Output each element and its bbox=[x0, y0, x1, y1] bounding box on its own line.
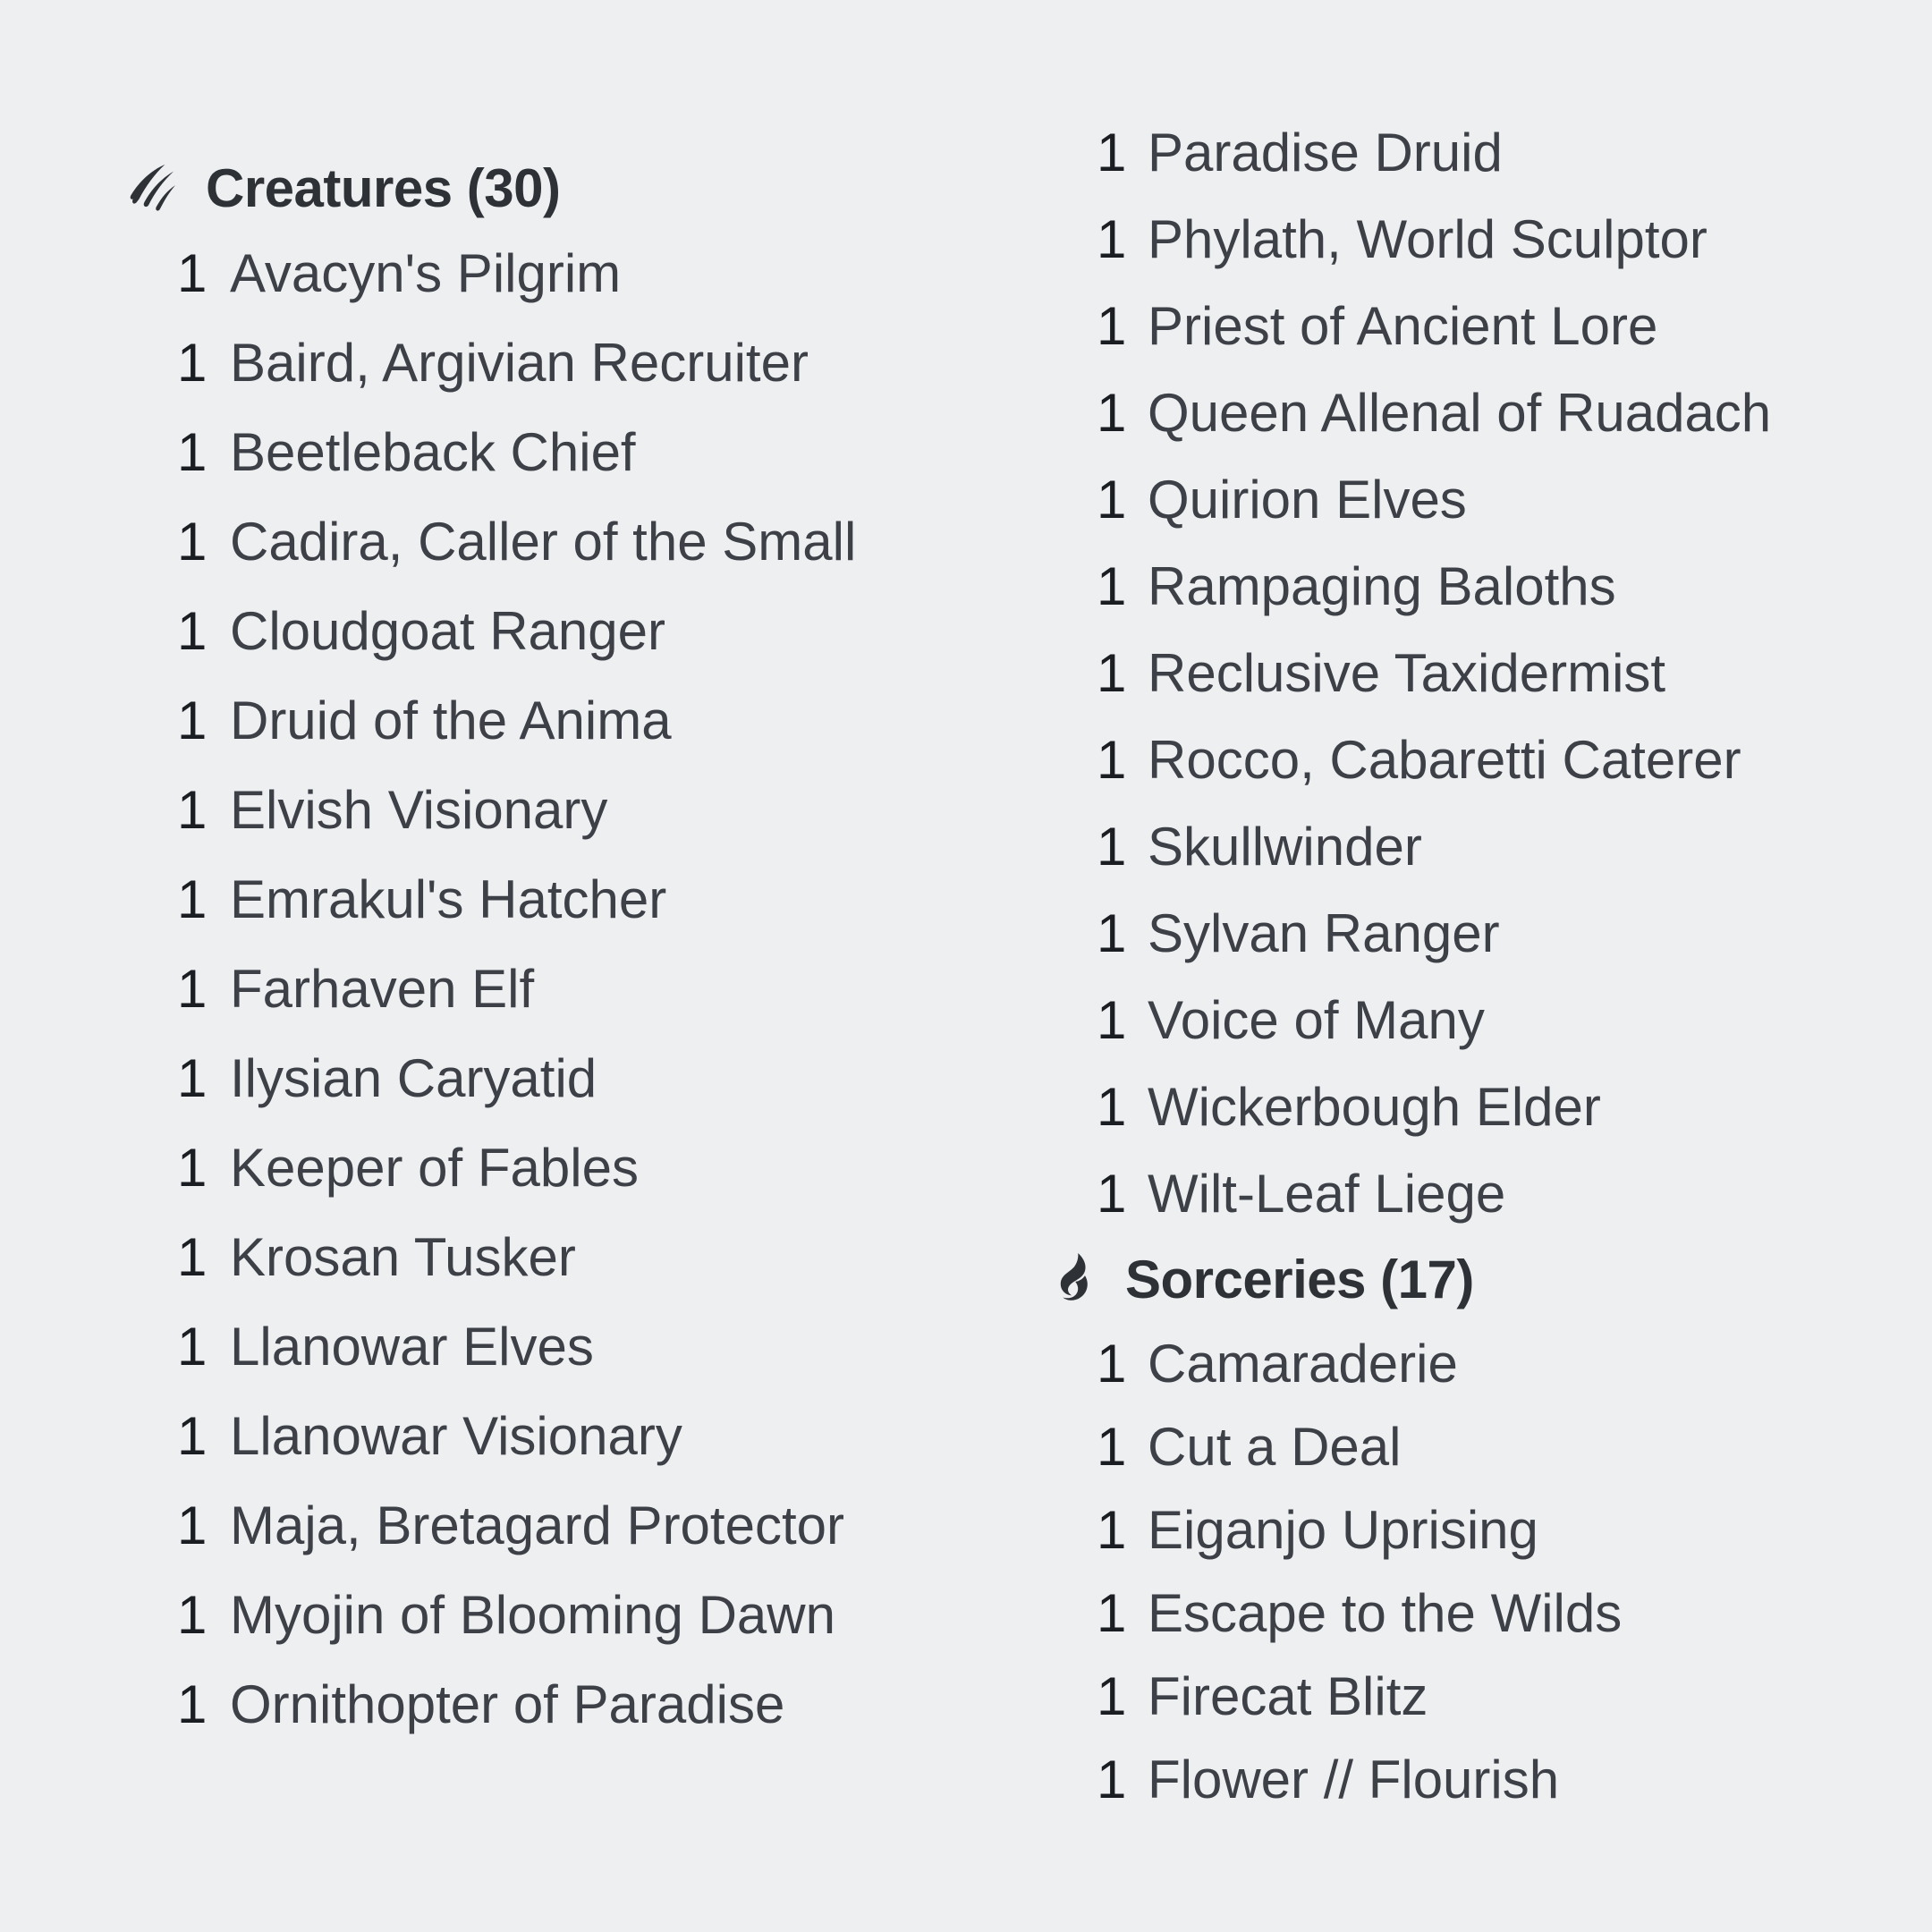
card-quantity: 1 bbox=[177, 1585, 208, 1645]
card-name[interactable]: Phylath, World Sculptor bbox=[1148, 209, 1707, 269]
card-row bbox=[1097, 1150, 1771, 1237]
sorceries-section-header bbox=[1055, 1250, 1474, 1309]
card-quantity: 1 bbox=[177, 1317, 208, 1377]
card-row bbox=[1097, 1405, 1622, 1488]
card-name[interactable]: Ilysian Caryatid bbox=[230, 1048, 597, 1108]
card-name[interactable]: Quirion Elves bbox=[1148, 470, 1467, 530]
card-name[interactable]: Ornithopter of Paradise bbox=[230, 1674, 785, 1734]
card-row bbox=[1097, 1488, 1622, 1572]
card-row bbox=[1097, 1738, 1622, 1821]
card-name[interactable]: Cloudgoat Ranger bbox=[230, 601, 666, 661]
sorceries-header-label: Sorceries (17) bbox=[1125, 1249, 1474, 1309]
card-name[interactable]: Wilt-Leaf Liege bbox=[1148, 1164, 1506, 1224]
card-quantity: 1 bbox=[177, 1227, 208, 1287]
card-row bbox=[177, 945, 856, 1034]
card-row bbox=[177, 1123, 856, 1213]
card-quantity: 1 bbox=[1097, 1583, 1127, 1643]
card-name[interactable]: Druid of the Anima bbox=[230, 691, 672, 750]
card-name[interactable]: Paradise Druid bbox=[1148, 123, 1503, 182]
card-name[interactable]: Firecat Blitz bbox=[1148, 1666, 1428, 1726]
card-quantity: 1 bbox=[1097, 383, 1127, 443]
card-name[interactable]: Rampaging Baloths bbox=[1148, 556, 1616, 616]
card-row bbox=[177, 497, 856, 587]
card-quantity: 1 bbox=[1097, 556, 1127, 616]
card-quantity: 1 bbox=[1097, 470, 1127, 530]
card-name[interactable]: Rocco, Cabaretti Caterer bbox=[1148, 730, 1741, 790]
card-quantity: 1 bbox=[177, 691, 208, 750]
card-quantity: 1 bbox=[1097, 1750, 1127, 1809]
card-row bbox=[177, 855, 856, 945]
card-row bbox=[177, 1213, 856, 1302]
card-name[interactable]: Voice of Many bbox=[1148, 990, 1485, 1050]
card-quantity: 1 bbox=[177, 243, 208, 303]
card-row bbox=[1097, 1655, 1622, 1738]
card-quantity: 1 bbox=[177, 1048, 208, 1108]
card-name[interactable]: Llanowar Visionary bbox=[230, 1406, 682, 1466]
card-name[interactable]: Elvish Visionary bbox=[230, 780, 608, 840]
card-quantity: 1 bbox=[1097, 643, 1127, 703]
claw-marks-icon bbox=[124, 163, 176, 213]
card-quantity: 1 bbox=[1097, 1334, 1127, 1394]
card-row bbox=[177, 1481, 856, 1571]
card-name[interactable]: Flower // Flourish bbox=[1148, 1750, 1560, 1809]
card-quantity: 1 bbox=[1097, 1077, 1127, 1137]
card-quantity: 1 bbox=[177, 869, 208, 929]
card-row bbox=[177, 408, 856, 497]
creatures-section-header bbox=[124, 158, 561, 217]
card-quantity: 1 bbox=[177, 1674, 208, 1734]
card-row bbox=[177, 229, 856, 318]
card-quantity: 1 bbox=[1097, 730, 1127, 790]
card-name[interactable]: Llanowar Elves bbox=[230, 1317, 594, 1377]
card-row bbox=[1097, 630, 1771, 716]
card-row bbox=[177, 1660, 856, 1750]
card-name[interactable]: Skullwinder bbox=[1148, 817, 1422, 877]
card-name[interactable]: Keeper of Fables bbox=[230, 1138, 639, 1198]
card-quantity: 1 bbox=[177, 333, 208, 393]
card-quantity: 1 bbox=[177, 422, 208, 482]
card-row bbox=[1097, 283, 1771, 369]
card-row bbox=[1097, 803, 1771, 890]
card-name[interactable]: Camaraderie bbox=[1148, 1334, 1458, 1394]
card-quantity: 1 bbox=[1097, 1666, 1127, 1726]
card-quantity: 1 bbox=[177, 1496, 208, 1555]
card-quantity: 1 bbox=[1097, 990, 1127, 1050]
card-quantity: 1 bbox=[1097, 296, 1127, 356]
card-row bbox=[177, 1302, 856, 1392]
card-row bbox=[177, 318, 856, 408]
card-row bbox=[1097, 890, 1771, 977]
card-row bbox=[1097, 109, 1771, 196]
card-row bbox=[1097, 1322, 1622, 1405]
card-name[interactable]: Escape to the Wilds bbox=[1148, 1583, 1623, 1643]
creatures-list-column-1 bbox=[177, 229, 856, 1750]
card-row bbox=[177, 676, 856, 766]
card-row bbox=[177, 766, 856, 855]
card-row bbox=[1097, 456, 1771, 543]
card-name[interactable]: Eiganjo Uprising bbox=[1148, 1500, 1538, 1560]
card-name[interactable]: Priest of Ancient Lore bbox=[1148, 296, 1658, 356]
card-name[interactable]: Baird, Argivian Recruiter bbox=[230, 333, 809, 393]
card-row bbox=[177, 1034, 856, 1123]
card-row bbox=[1097, 1572, 1622, 1655]
card-name[interactable]: Farhaven Elf bbox=[230, 959, 535, 1019]
card-row bbox=[177, 1571, 856, 1660]
card-name[interactable]: Sylvan Ranger bbox=[1148, 903, 1500, 963]
card-row bbox=[1097, 977, 1771, 1063]
card-quantity: 1 bbox=[1097, 817, 1127, 877]
card-row bbox=[1097, 369, 1771, 456]
card-row bbox=[1097, 543, 1771, 630]
card-quantity: 1 bbox=[177, 1138, 208, 1198]
card-quantity: 1 bbox=[177, 1406, 208, 1466]
creatures-list-column-2 bbox=[1097, 109, 1771, 1237]
flame-icon bbox=[1055, 1253, 1091, 1305]
card-quantity: 1 bbox=[177, 780, 208, 840]
card-quantity: 1 bbox=[1097, 1417, 1127, 1477]
card-row bbox=[1097, 196, 1771, 283]
sorceries-list bbox=[1097, 1322, 1622, 1821]
card-row bbox=[1097, 1063, 1771, 1150]
card-name[interactable]: Beetleback Chief bbox=[230, 422, 636, 482]
card-name[interactable]: Emrakul's Hatcher bbox=[230, 869, 667, 929]
card-quantity: 1 bbox=[1097, 1164, 1127, 1224]
card-name[interactable]: Myojin of Blooming Dawn bbox=[230, 1585, 835, 1645]
card-name[interactable]: Cadira, Caller of the Small bbox=[230, 512, 857, 572]
card-name[interactable]: Reclusive Taxidermist bbox=[1148, 643, 1666, 703]
card-name[interactable]: Maja, Bretagard Protector bbox=[230, 1496, 844, 1555]
card-quantity: 1 bbox=[177, 512, 208, 572]
card-quantity: 1 bbox=[1097, 209, 1127, 269]
card-quantity: 1 bbox=[177, 601, 208, 661]
creatures-header-label: Creatures (30) bbox=[206, 157, 561, 218]
card-name[interactable]: Queen Allenal of Ruadach bbox=[1148, 383, 1772, 443]
card-quantity: 1 bbox=[1097, 123, 1127, 182]
card-quantity: 1 bbox=[1097, 903, 1127, 963]
card-quantity: 1 bbox=[177, 959, 208, 1019]
card-quantity: 1 bbox=[1097, 1500, 1127, 1560]
card-row bbox=[1097, 716, 1771, 803]
card-row bbox=[177, 587, 856, 676]
card-name[interactable]: Cut a Deal bbox=[1148, 1417, 1402, 1477]
card-row bbox=[177, 1392, 856, 1481]
card-name[interactable]: Wickerbough Elder bbox=[1148, 1077, 1601, 1137]
card-name[interactable]: Krosan Tusker bbox=[230, 1227, 576, 1287]
card-name[interactable]: Avacyn's Pilgrim bbox=[230, 243, 622, 303]
